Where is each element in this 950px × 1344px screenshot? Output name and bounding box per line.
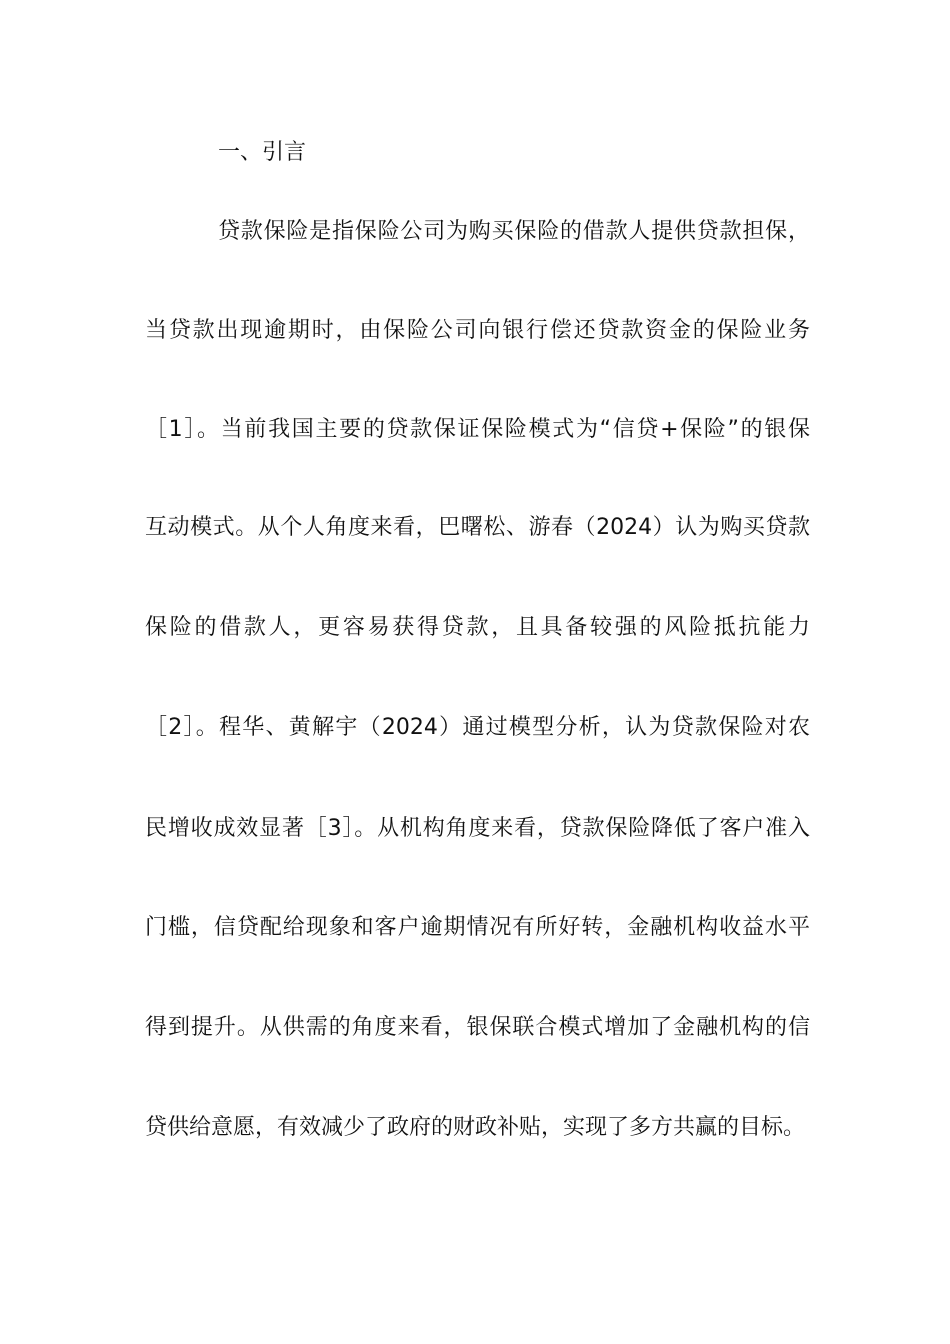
paragraph-line: 保险的借款人，更容易获得贷款，且具备较强的风险抵抗能力 <box>145 615 810 640</box>
paragraph-line: ［2］。程华、黄解宇（2024）通过模型分析，认为贷款保险对农 <box>145 715 810 740</box>
paragraph-line: 门槛，信贷配给现象和客户逾期情况有所好转，金融机构收益水平 <box>145 915 810 940</box>
paragraph-line: 贷供给意愿，有效减少了政府的财政补贴，实现了多方共赢的目标。 <box>145 1115 806 1140</box>
paragraph-line: 得到提升。从供需的角度来看，银保联合模式增加了金融机构的信 <box>145 1015 810 1040</box>
paragraph-line: ［1］。当前我国主要的贷款保证保险模式为“信贷+保险”的银保 <box>145 417 810 442</box>
section-heading: 一、引言 <box>218 140 307 165</box>
paragraph-line: 民增收成效显著［3］。从机构角度来看，贷款保险降低了客户准入 <box>145 816 810 841</box>
paragraph-line: 贷款保险是指保险公司为购买保险的借款人提供贷款担保， <box>218 219 810 244</box>
paragraph-line: 当贷款出现逾期时，由保险公司向银行偿还贷款资金的保险业务 <box>145 318 810 343</box>
paragraph-line: 互动模式。从个人角度来看，巴曙松、游春（2024）认为购买贷款 <box>145 515 810 540</box>
